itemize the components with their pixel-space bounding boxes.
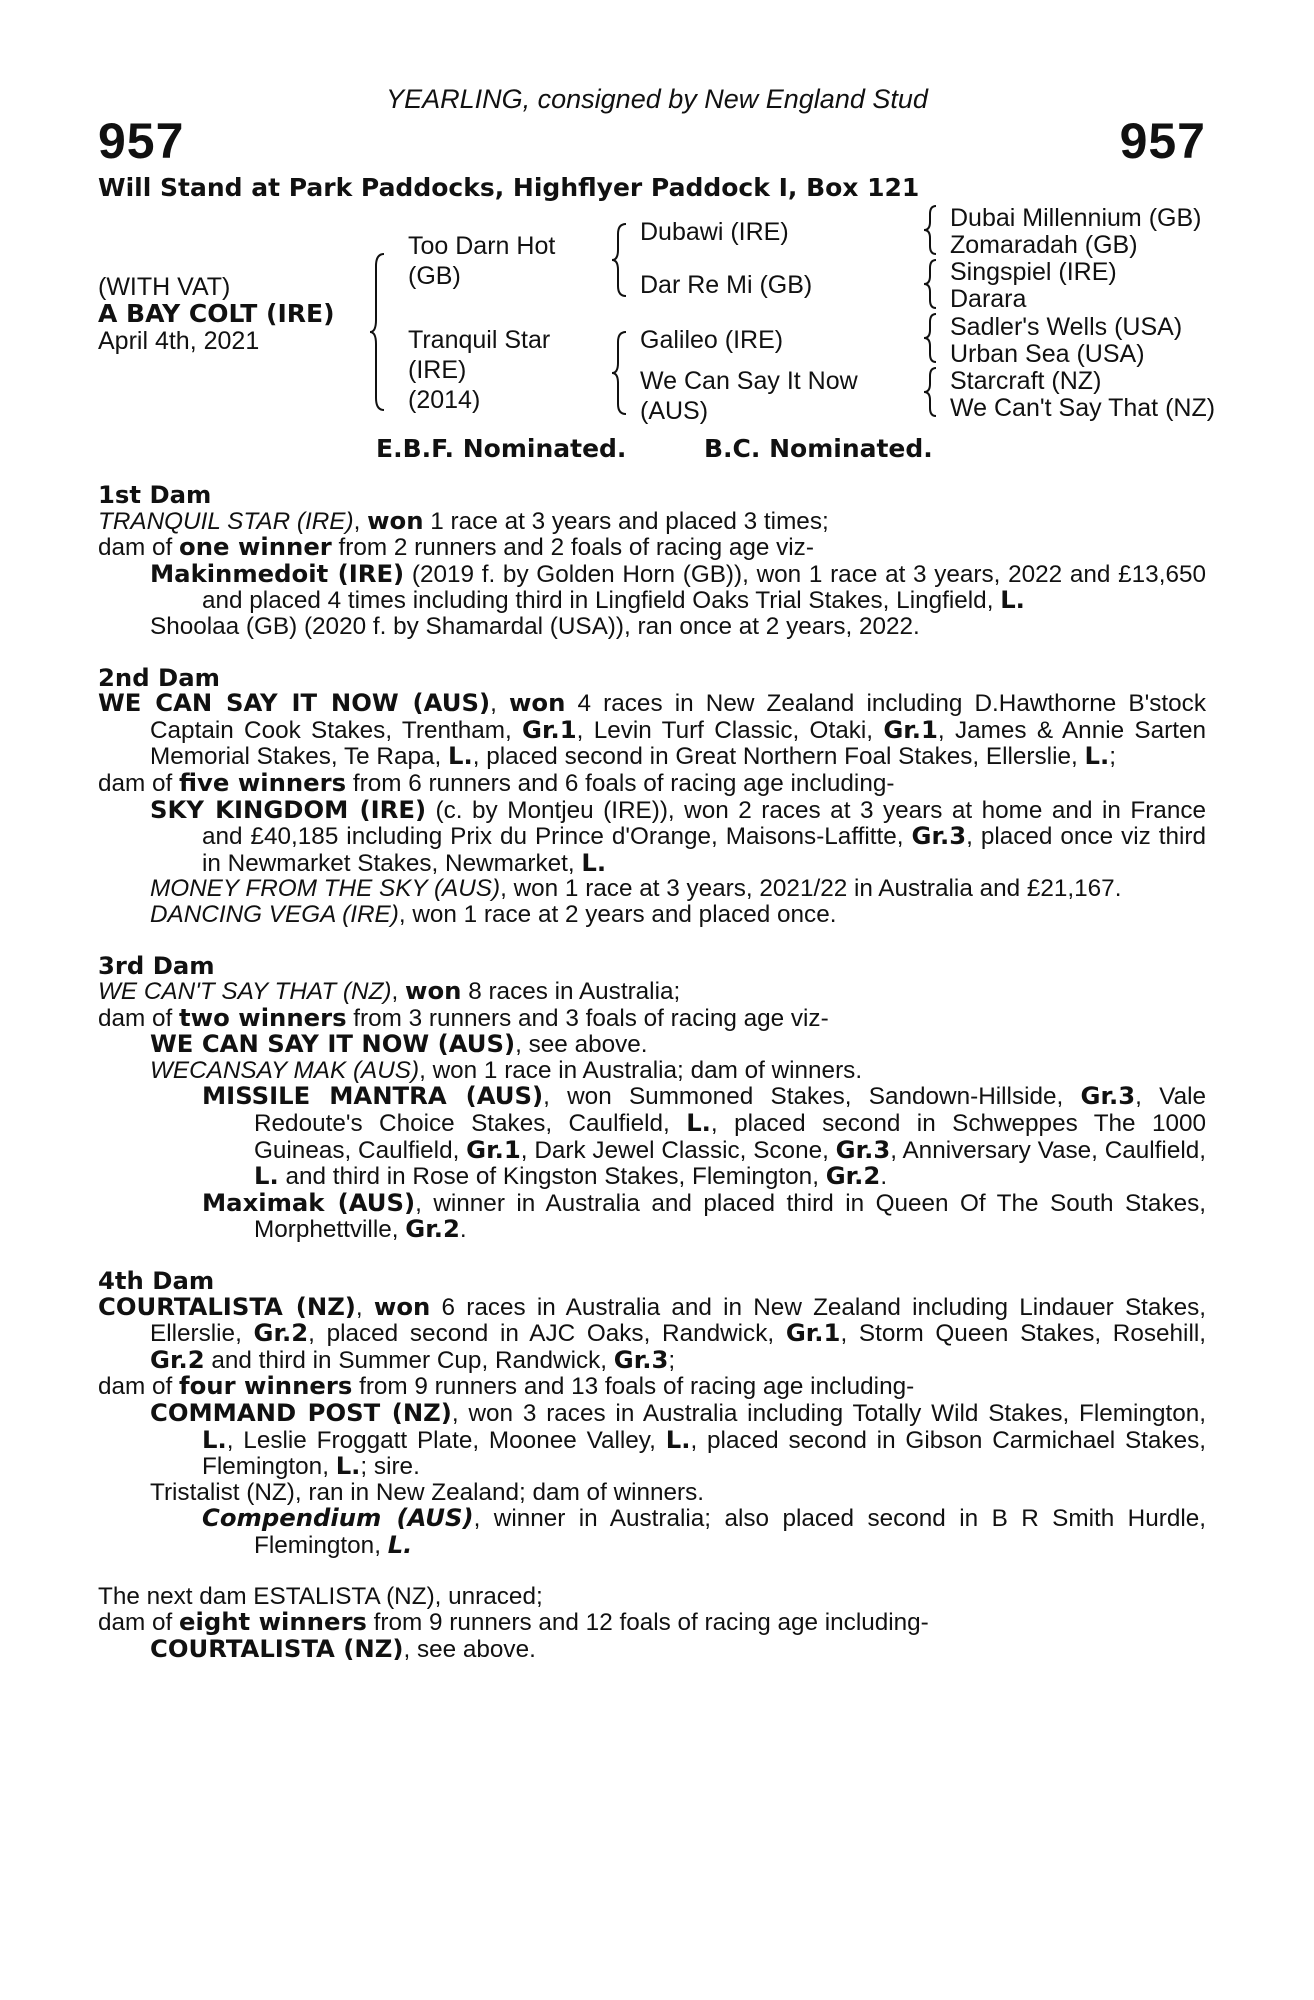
dam-produce-summary: dam of five winners from 6 runners and 6 foals of racing age including- bbox=[98, 767, 895, 797]
subject-dob: April 4th, 2021 bbox=[98, 327, 260, 355]
third-dam-section bbox=[98, 950, 1207, 1244]
section-title: 4th Dam bbox=[98, 1266, 215, 1296]
dam-record: COURTALISTA (NZ), won 6 races in Australia and in New Zealand including Lindauer Stakes, Ellerslie, Gr.2, placed second in AJC Oaks, Randwick, Gr.1, Storm Queen Stakes, Rosehill, Gr.2 and third in Summer Cup, Randwick, Gr.3; bbox=[98, 1291, 1206, 1374]
consignment-line: YEARLING, consigned by New England Stud bbox=[386, 84, 928, 114]
produce-entry: DANCING VEGA (IRE), won 1 race at 2 years and placed once. bbox=[150, 900, 837, 928]
pedigree-sire-sire: Dubawi (IRE) bbox=[640, 218, 789, 246]
pedigree-brace-g3-4 bbox=[924, 366, 940, 418]
ebf-nomination: E.B.F. Nominated. bbox=[376, 434, 627, 463]
pedigree-dam-dam: We Can Say It Now (AUS) bbox=[640, 367, 858, 425]
produce-entry: Shoolaa (GB) (2020 f. by Shamardal (USA)), ran once at 2 years, 2022. bbox=[150, 612, 920, 640]
pedigree-dam: Tranquil Star (IRE) (2014) bbox=[408, 326, 551, 414]
dam-record: TRANQUIL STAR (IRE), won 1 race at 3 years and placed 3 times; bbox=[98, 505, 829, 535]
pedigree-g3-4: Darara bbox=[950, 285, 1027, 313]
pedigree-g3-3: Singspiel (IRE) bbox=[950, 258, 1117, 286]
pedigree-brace-g3-3 bbox=[924, 312, 940, 364]
dam-record: WE CAN'T SAY THAT (NZ), won 8 races in Australia; bbox=[98, 976, 681, 1006]
lot-number-right: 957 bbox=[1119, 113, 1206, 169]
pedigree-brace-dam bbox=[612, 330, 632, 416]
pedigree-brace-sire bbox=[612, 222, 632, 298]
dam-produce-summary: dam of one winner from 2 runners and 2 foals of racing age viz- bbox=[98, 532, 814, 562]
pedigree-brace-g3-1 bbox=[924, 204, 940, 256]
first-dam-section bbox=[98, 482, 1206, 640]
pedigree-sire-dam: Dar Re Mi (GB) bbox=[640, 271, 813, 299]
dam-produce-summary: dam of eight winners from 9 runners and 12 foals of racing age including- bbox=[98, 1607, 929, 1637]
produce-entry: COURTALISTA (NZ), see above. bbox=[150, 1633, 536, 1663]
pedigree-g3-5: Sadler's Wells (USA) bbox=[950, 313, 1183, 341]
bc-nomination: B.C. Nominated. bbox=[704, 434, 933, 463]
stand-location: Will Stand at Park Paddocks, Highflyer Paddock I, Box 121 bbox=[98, 173, 920, 202]
pedigree-g3-8: We Can't Say That (NZ) bbox=[950, 394, 1216, 422]
second-dam-section bbox=[98, 662, 1206, 928]
section-title: 2nd Dam bbox=[98, 662, 220, 692]
produce-entry: Makinmedoit (IRE) (2019 f. by Golden Horn (GB)), won 1 race at 3 years, 2022 and £13,650 and placed 4 times including third in Lingfield Oaks Trial Stakes, Lingfield, L. bbox=[150, 558, 1206, 615]
section-title: 3rd Dam bbox=[98, 950, 215, 980]
grand-produce-entry: MISSILE MANTRA (AUS), won Summoned Stakes, Sandown-Hillside, Gr.3, Vale Redoute's Choice Stakes, Caulfield, L., placed second in Schweppes The 1000 Guineas, Caulfield, Gr.1, Dark Jewel Classic, Scone, Gr.3, Anniversary Vase, Caulfield, L. and third in Rose of Kingston Stakes, Flemington, Gr.2. bbox=[202, 1081, 1207, 1191]
dam-record: WE CAN SAY IT NOW (AUS), won 4 races in New Zealand including D.Hawthorne B'stock Captain Cook Stakes, Trentham, Gr.1, Levin Turf Classic, Otaki, Gr.1, James & Annie Sarten Memorial Stakes, Te Rapa, L., placed second in Great Northern Foal Stakes, Ellerslie, L.; bbox=[98, 688, 1206, 771]
grand-produce-entry: Compendium (AUS), winner in Australia; also placed second in B R Smith Hurdle, Flemington, L. bbox=[202, 1503, 1206, 1559]
catalogue-body bbox=[98, 482, 1206, 1687]
pedigree-sire: Too Darn Hot (GB) bbox=[408, 232, 556, 290]
produce-entry: MONEY FROM THE SKY (AUS), won 1 race at 3 years, 2021/22 in Australia and £21,167. bbox=[150, 875, 1122, 903]
section-title: 1st Dam bbox=[98, 480, 212, 509]
pedigree-g3-6: Urban Sea (USA) bbox=[950, 340, 1145, 368]
dam-produce-summary: dam of four winners from 9 runners and 13 foals of racing age including- bbox=[98, 1371, 915, 1401]
fourth-dam-section bbox=[98, 1268, 1206, 1559]
grand-produce-entry: Maximak (AUS), winner in Australia and placed third in Queen Of The South Stakes, Morphettville, Gr.2. bbox=[202, 1187, 1206, 1244]
pedigree-g3-7: Starcraft (NZ) bbox=[950, 367, 1102, 395]
dam-record: The next dam ESTALISTA (NZ), unraced; bbox=[98, 1582, 543, 1610]
subject-name: A BAY COLT (IRE) bbox=[98, 299, 335, 328]
pedigree-g3-2: Zomaradah (GB) bbox=[950, 231, 1138, 259]
pedigree-brace-g3-2 bbox=[924, 258, 940, 310]
produce-entry: WE CAN SAY IT NOW (AUS), see above. bbox=[150, 1029, 648, 1059]
produce-entry: SKY KINGDOM (IRE) (c. by Montjeu (IRE)), won 2 races at 3 years at home and in France and £40,185 including Prix du Prince d'Orange, Maisons-Laffitte, Gr.3, placed once viz third in Newmarket Stakes, Newmarket, L. bbox=[150, 794, 1206, 877]
next-dam-section bbox=[98, 1584, 1206, 1663]
produce-entry: Tristalist (NZ), ran in New Zealand; dam of winners. bbox=[150, 1478, 705, 1506]
produce-entry: WECANSAY MAK (AUS), won 1 race in Australia; dam of winners. bbox=[150, 1056, 863, 1084]
vat-note: (WITH VAT) bbox=[98, 273, 231, 301]
produce-entry: COMMAND POST (NZ), won 3 races in Australia including Totally Wild Stakes, Flemington, L., Leslie Froggatt Plate, Moonee Valley, L., placed second in Gibson Carmichael Stakes, Flemington, L.; sire. bbox=[150, 1398, 1206, 1481]
lot-number-left: 957 bbox=[98, 113, 185, 169]
dam-produce-summary: dam of two winners from 3 runners and 3 foals of racing age viz- bbox=[98, 1002, 829, 1032]
pedigree-dam-sire: Galileo (IRE) bbox=[640, 326, 784, 354]
pedigree-brace-gen1 bbox=[370, 252, 390, 412]
pedigree-g3-1: Dubai Millennium (GB) bbox=[950, 204, 1202, 232]
